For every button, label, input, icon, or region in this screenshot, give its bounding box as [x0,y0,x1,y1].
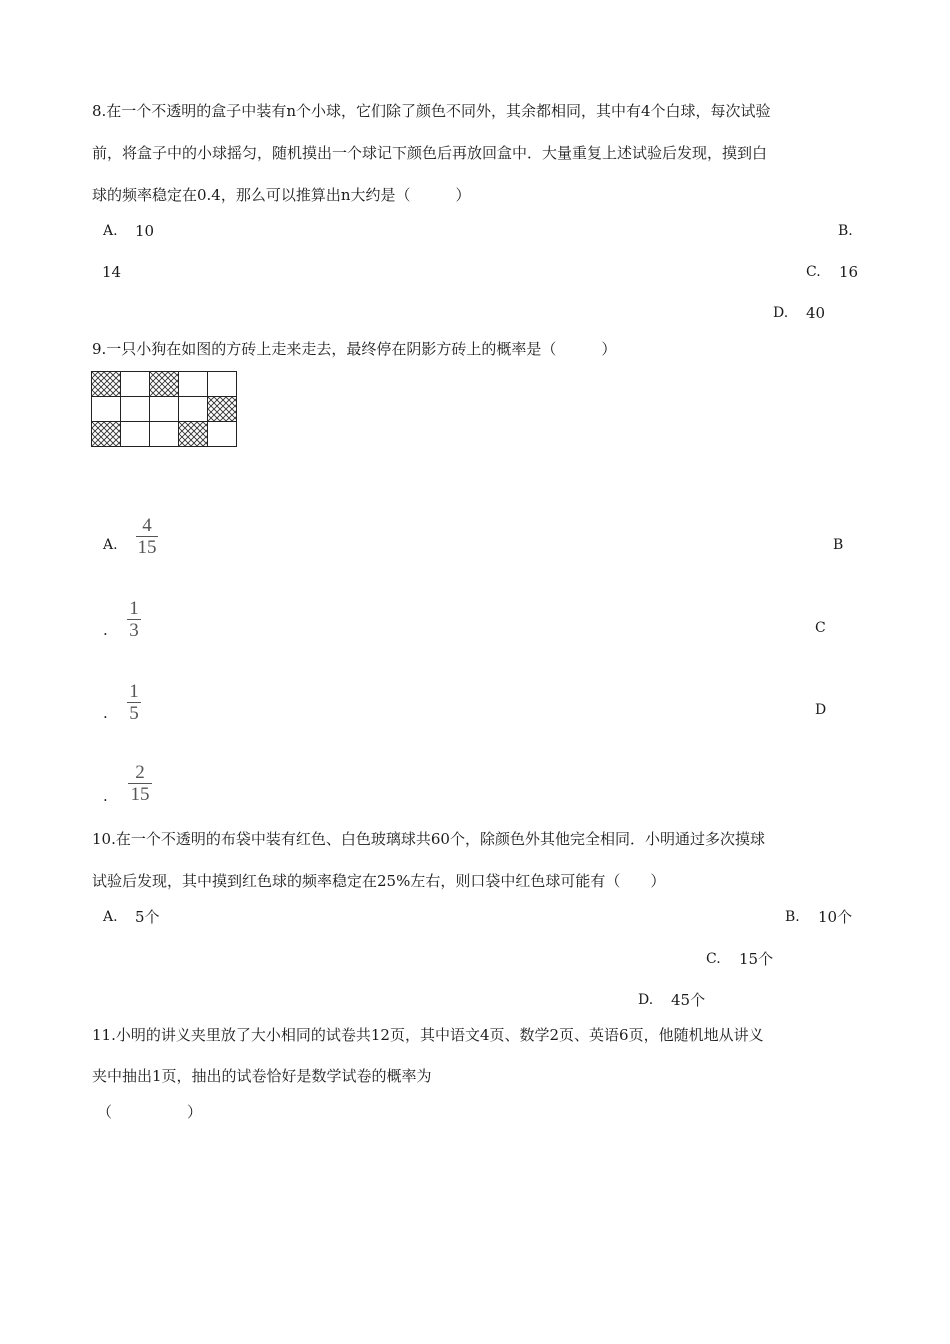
q8-option-a-value: 10 [135,222,155,240]
tile-shaded [92,372,121,397]
q10-stem-line-1: 10.在一个不透明的布袋中装有红色、白色玻璃球共60个，除颜色外其他完全相同．小明通过多次摸球 [92,830,765,848]
q11-stem-line-1: 11.小明的讲义夹里放了大小相同的试卷共12页，其中语文4页、数学2页、英语6页，他随机地从讲义 [92,1026,764,1044]
q9-option-a-fraction [136,516,158,557]
q9-option-d-dot: . [103,787,108,805]
q8-option-c-value: 16 [839,263,859,281]
tile-plain [208,422,237,447]
q11-answer-blank: （ ） [97,1103,203,1121]
fraction-numerator: 1 [129,681,139,702]
fraction-numerator: 1 [129,598,139,619]
q8-option-d-label: D. [773,305,789,321]
tile-plain [179,372,208,397]
tile-plain [121,422,150,447]
q11-stem-line-2: 夹中抽出1页，抽出的试卷恰好是数学试卷的概率为 [92,1067,432,1085]
tile-plain [150,422,179,447]
q8-option-d-value: 40 [806,304,826,322]
q9-option-c-label: C [815,620,826,636]
q10-option-a-value: 5个 [135,908,160,926]
q9-option-c-fraction [127,682,141,723]
crosshatch-pattern [92,422,120,446]
tile-plain [150,397,179,422]
q9-option-d-fraction [128,763,152,804]
fraction-numerator: 4 [142,515,152,536]
q9-option-b-fraction [127,599,141,640]
tile-plain [92,397,121,422]
q9-option-b-label: B [833,537,844,553]
tile-plain [179,397,208,422]
q8-stem-line-2: 前，将盒子中的小球摇匀，随机摸出一个球记下颜色后再放回盒中．大量重复上述试验后发现，摸到白 [92,144,768,162]
q10-option-b-value: 10个 [818,908,853,926]
q10-option-a-label: A. [103,909,118,925]
crosshatch-pattern [179,422,207,446]
q8-option-c-label: C. [806,264,821,280]
fraction-denominator: 15 [130,784,150,805]
q9-option-a-label: A. [103,537,118,553]
q8-option-b-label: B. [838,223,853,239]
tile-grid-row [92,372,237,397]
tile-grid-figure [91,371,237,447]
tile-shaded [208,397,237,422]
fraction-denominator: 3 [129,620,139,641]
tile-plain [208,372,237,397]
crosshatch-pattern [150,372,178,396]
q10-option-d-label: D. [638,992,654,1008]
tile-plain [121,372,150,397]
q10-option-c-value: 15个 [739,950,774,968]
q9-option-b-dot: . [103,621,108,639]
tile-plain [121,397,150,422]
q8-option-a-label: A. [103,223,118,239]
q8-stem-line-1: 8.在一个不透明的盒子中装有n个小球，它们除了颜色不同外，其余都相同，其中有4个白球，每次试验 [92,102,771,120]
fraction-denominator: 15 [137,537,157,558]
crosshatch-pattern [208,397,236,421]
q8-option-b-value: 14 [102,263,122,281]
tile-grid-row [92,422,237,447]
fraction-denominator: 5 [129,703,139,724]
tile-shaded [150,372,179,397]
q9-option-d-label: D [815,702,827,718]
fraction-numerator: 2 [135,762,145,783]
q8-stem-line-3: 球的频率稳定在0.4，那么可以推算出n大约是（ ） [92,186,471,204]
tile-shaded [92,422,121,447]
q9-option-c-dot: . [103,704,108,722]
tile-grid-row [92,397,237,422]
q9-stem-line-1: 9.一只小狗在如图的方砖上走来走去，最终停在阴影方砖上的概率是（ ） [92,340,617,358]
q10-option-d-value: 45个 [671,991,706,1009]
q10-option-b-label: B. [785,909,800,925]
tile-shaded [179,422,208,447]
q10-stem-line-2: 试验后发现，其中摸到红色球的频率稳定在25%左右，则口袋中红色球可能有（ ） [92,872,666,890]
q10-option-c-label: C. [706,951,721,967]
crosshatch-pattern [92,372,120,396]
